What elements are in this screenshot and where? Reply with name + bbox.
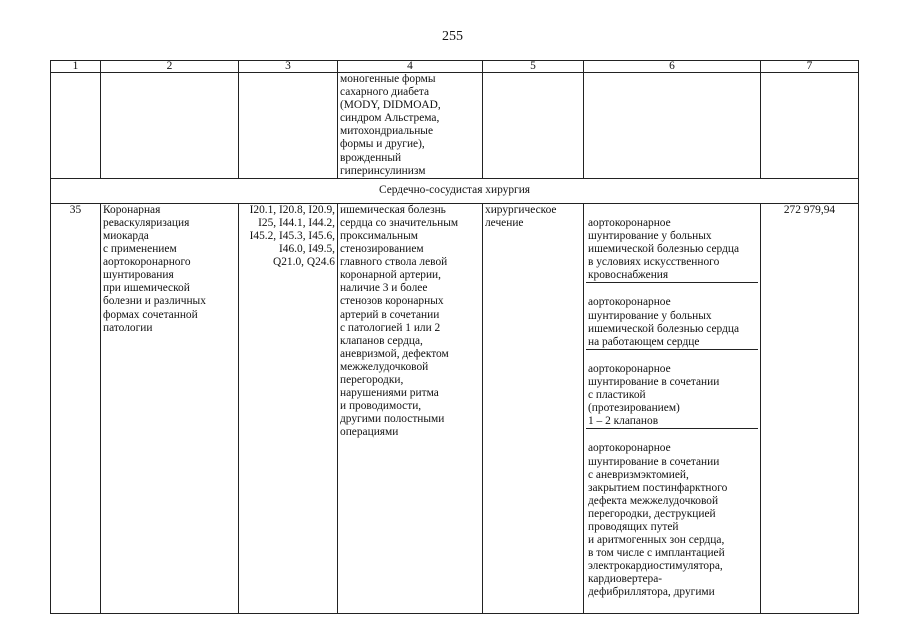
section-title: Сердечно-сосудистая хирургия xyxy=(51,178,859,203)
column-number: 6 xyxy=(584,61,761,73)
column-number: 1 xyxy=(51,61,101,73)
continued-cell-5 xyxy=(483,73,584,179)
continued-cell-4: моногенные формы сахарного диабета (MODY, DIDMOAD, синдром Альстрема, митохондриальные формы и другие), врожденный гиперинсулинизм xyxy=(338,73,483,179)
treatment-type: хирургическое лечение xyxy=(483,203,584,613)
column-number: 5 xyxy=(483,61,584,73)
column-number: 2 xyxy=(101,61,239,73)
patient-model: ишемическая болезнь сердца со значительным проксимальным стенозированием главного ствола левой коронарной артерии, наличие 3 и более стенозов коронарных артерий в сочетании с патологией 1 или 2 клапанов сердца, аневризмой, дефектом межжелудочковой перегородки, нарушениями ритма и проводимости, другими полостными операциями xyxy=(338,203,483,613)
treatment-method: аортокоронарное шунтирование в сочетании с пластикой (протезированием) 1 – 2 клапанов xyxy=(586,363,758,429)
treatment-method: аортокоронарное шунтирование у больных ишемической болезнью сердца на работающем сердце xyxy=(586,296,758,349)
continued-cell-1 xyxy=(51,73,101,179)
continued-row xyxy=(51,73,859,179)
continued-cell-3 xyxy=(239,73,338,179)
continued-cell-2 xyxy=(101,73,239,179)
medical-care-table xyxy=(50,60,859,614)
column-number-row xyxy=(51,61,859,73)
care-type-name: Коронарная реваскуляризация миокарда с применением аортокоронарного шунтирования при ишемической болезни и различных формах сочетанной патологии xyxy=(101,203,239,613)
icd-codes: I20.1, I20.8, I20.9, I25, I44.1, I44.2, I45.2, I45.3, I45.6, I46.0, I49.5, Q21.0, Q24.6 xyxy=(239,203,338,613)
continued-cell-6 xyxy=(584,73,761,179)
row-number: 35 xyxy=(51,203,101,613)
treatment-method: аортокоронарное шунтирование у больных ишемической болезнью сердца в условиях искусственного кровоснабжения xyxy=(586,217,758,283)
treatment-methods xyxy=(584,203,761,613)
page-number: 255 xyxy=(442,29,463,44)
section-row xyxy=(51,178,859,203)
column-number: 4 xyxy=(338,61,483,73)
column-number: 7 xyxy=(761,61,859,73)
column-number: 3 xyxy=(239,61,338,73)
treatment-method: аортокоронарное шунтирование в сочетании с аневризмэктомией, закрытием постинфарктного дефекта межжелудочковой перегородки, деструкцией проводящих путей и аритмогенных зон сердца, в том числе с имплантацией электрокардиостимулятора, кардиовертера- дефибриллятора, другими xyxy=(588,442,728,599)
table-row xyxy=(51,203,859,613)
continued-cell-7 xyxy=(761,73,859,179)
cost-value: 272 979,94 xyxy=(761,203,859,613)
